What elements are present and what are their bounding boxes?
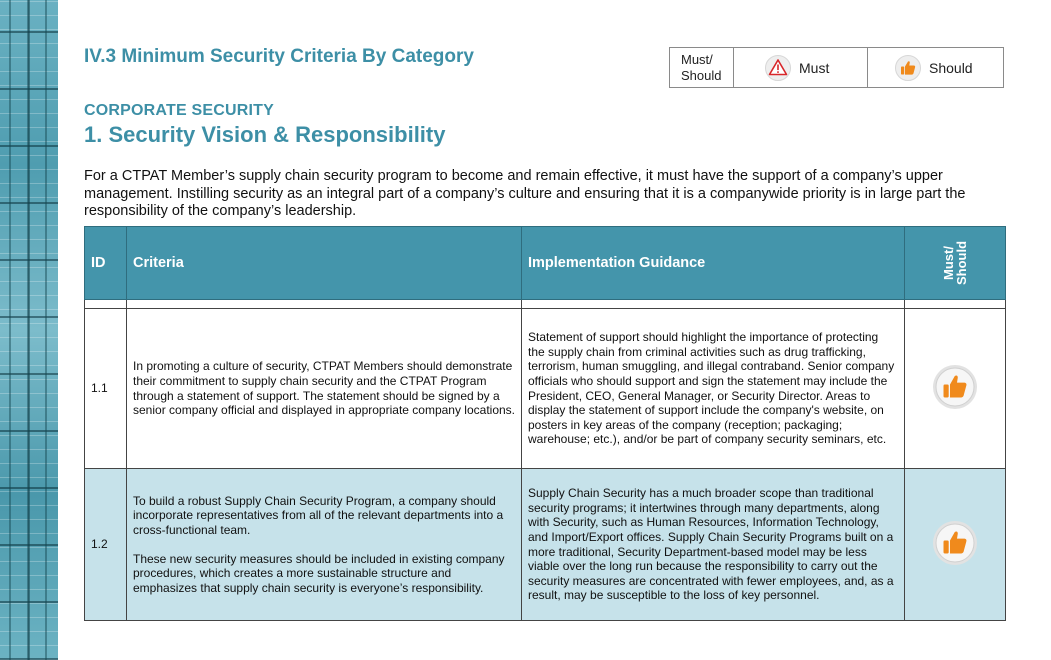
legend-should	[868, 48, 1003, 87]
row-id: 1.1	[85, 309, 127, 469]
criteria-heading: 1. Security Vision & Responsibility	[84, 122, 446, 147]
legend-label	[670, 48, 734, 87]
thumbs-up-icon	[932, 364, 978, 410]
row-guidance: Supply Chain Security has a much broader scope than traditional security programs; it intertwines through many departments, along with Security, such as Human Resources, Information Technology, and Import/Export offices. Supply Chain Security Programs built on a more traditional, Security Department-based model may be less viable over the long run because the responsibility to carry out the security measures are concentrated with fewer employees, and, as a result, may be susceptible to the loss of key personnel.	[522, 469, 905, 621]
row-guidance: Statement of support should highlight the importance of protecting the supply chain from criminal activities such as drug trafficking, terrorism, human smuggling, and illegal contraband. Senior company officials who should support and sign the statement may include the President, CEO, General Manager, or Security Director. Areas to display the statement of support include the company's website, on posters in key areas of the company (reception; packaging; warehouse; etc.), and/or be part of company security seminars, etc.	[522, 309, 905, 469]
row-level	[905, 469, 1006, 621]
legend-label-line2: Should	[681, 67, 722, 83]
table-spacer	[85, 300, 1006, 309]
thumbs-up-icon	[895, 55, 921, 81]
legend-should-label: Should	[929, 59, 973, 76]
category-label: CORPORATE SECURITY	[84, 102, 274, 119]
row-criteria	[127, 309, 522, 469]
criteria-paragraph: To build a robust Supply Chain Security Program, a company should incorporate representatives from all of the relevant departments into a cross-functional team.	[133, 493, 504, 537]
intro-paragraph: For a CTPAT Member’s supply chain security program to become and remain effective, it must have the support of a company’s upper management. Instilling security as an integral part of a company’s culture and ensuring that it is a companywide priority is in large part the responsibility of the company’s leadership.	[84, 168, 966, 219]
row-criteria	[127, 469, 522, 621]
header-criteria: Criteria	[127, 227, 522, 300]
header-must-should-line1: Must/	[940, 246, 956, 280]
table-row	[85, 469, 1006, 621]
legend-must-label: Must	[799, 59, 830, 76]
header-must-should	[905, 227, 1006, 300]
table-header-row	[85, 227, 1006, 300]
criteria-paragraph: These new security measures should be included in existing company procedures, which creates a more sustainable structure and emphasizes that supply chain security is everyone’s responsibility.	[133, 551, 505, 595]
header-guidance: Implementation Guidance	[522, 227, 905, 300]
header-id: ID	[85, 227, 127, 300]
thumbs-up-icon	[932, 520, 978, 566]
section-title: IV.3 Minimum Security Criteria By Category	[84, 46, 474, 67]
legend-must	[734, 48, 868, 87]
decorative-side-strip	[0, 0, 58, 660]
criteria-paragraph: In promoting a culture of security, CTPAT Members should demonstrate their commitment to supply chain security and the CTPAT Program through a statement of support. The statement should be signed by a senior company official and displayed in appropriate company locations.	[133, 359, 516, 418]
criteria-table	[84, 226, 1006, 621]
header-must-should-line2: Should	[953, 240, 969, 286]
row-level	[905, 309, 1006, 469]
table-row	[85, 309, 1006, 469]
warning-triangle-icon	[765, 55, 791, 81]
must-should-legend	[669, 47, 1004, 88]
row-id: 1.2	[85, 469, 127, 621]
legend-label-line1: Must/	[681, 51, 713, 67]
